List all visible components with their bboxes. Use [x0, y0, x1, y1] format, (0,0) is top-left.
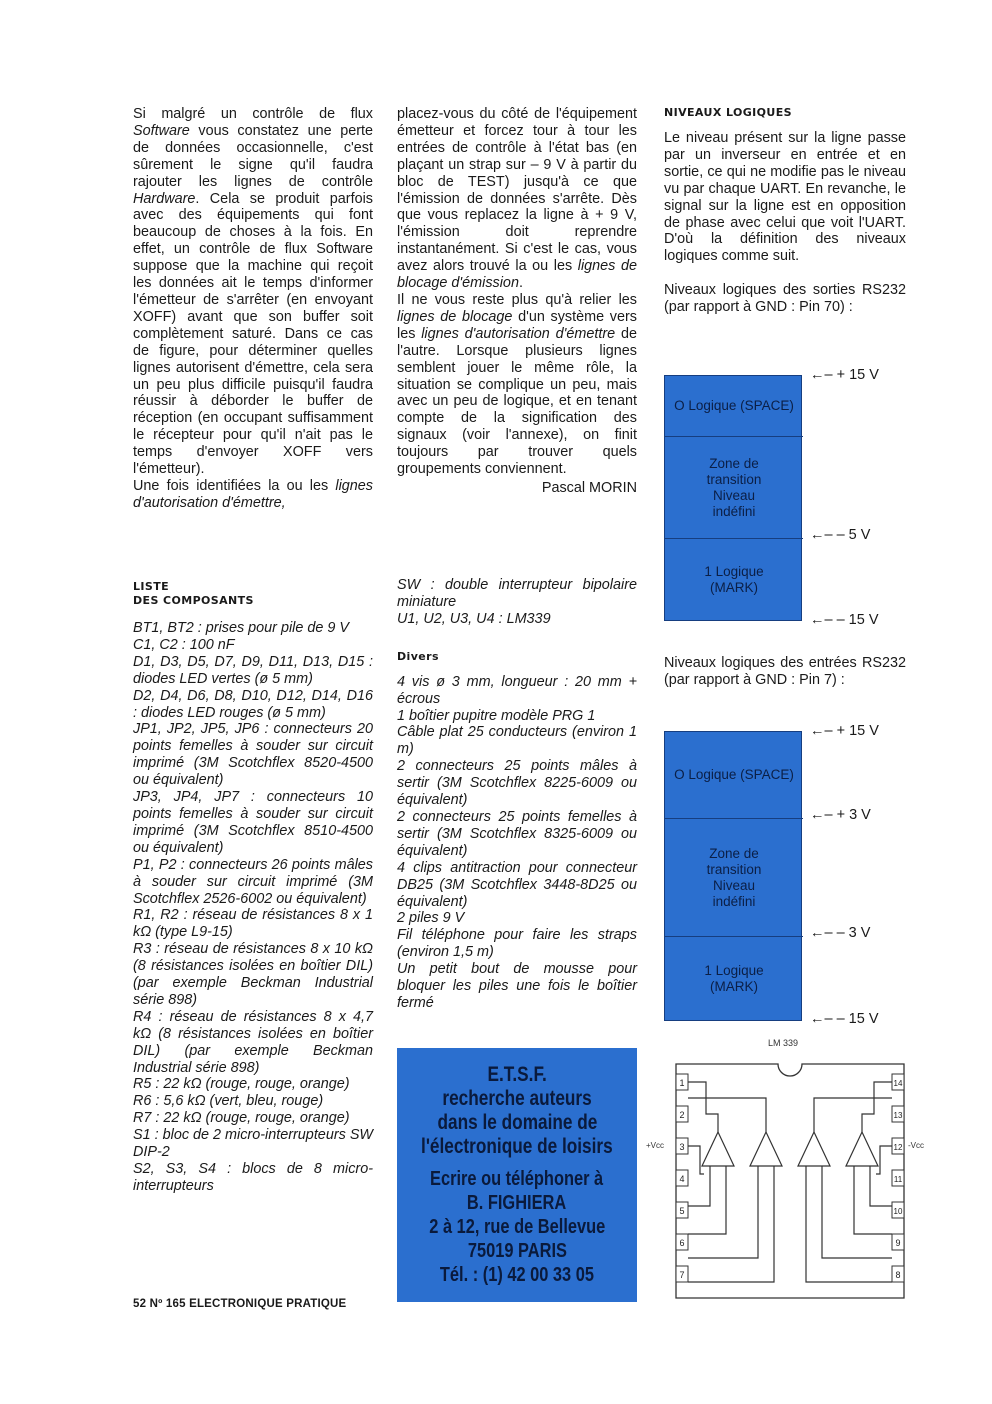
list-item: 4 clips antitraction pour connecteur DB25 (3M Scotchflex 3448-8D25 ou équivalent): [397, 859, 637, 910]
list-item: R3 : réseau de résistances 8 x 10 kΩ (8 résistances isolées en boîtier DIL) (par exemple Beckman Industrial série 898): [133, 941, 373, 1008]
text-run: vous constatez une perte de données occasionnelle, c'est sûrement le signe qu'il faudra rajouter les lignes de contrôle: [133, 122, 373, 190]
heading-line-1: LISTE: [133, 580, 170, 593]
list-item: BT1, BT2 : prises pour pile de 9 V: [133, 620, 349, 636]
pin-10-label: 10: [893, 1207, 903, 1216]
pin-5-label: 5: [679, 1206, 685, 1216]
level-label-minus3: ←– – 3 V: [810, 925, 871, 941]
list-item: R7 : 22 kΩ (rouge, rouge, orange): [133, 1110, 350, 1127]
text-run: de l'autre. Lorsque plusieurs lignes semblent jouer le même rôle, la situation se complique un peu, mais avec un peu de logique, et en tenant compte de la signification des signaux (voir l'annexe), on finit toujours par trouver quels groupements conviennent.: [397, 325, 637, 478]
component-items-2: [397, 577, 637, 628]
column-2-text: [397, 106, 637, 497]
text-run: Une fois identifiées la ou les: [133, 477, 336, 494]
list-item: JP1, JP2, JP5, JP6 : connecteurs 20 points femelles à souder sur circuit imprimé (3M Scotchflex 8520-4500 ou équivalent): [133, 721, 373, 789]
component-items: [133, 620, 373, 1195]
heading-components: [133, 580, 373, 608]
output-levels-bar: [664, 375, 802, 621]
list-item: 1 boîtier pupitre modèle PRG 1: [397, 707, 596, 724]
paragraph-placez-vous: [397, 106, 637, 292]
text-run: lignes d'autorisation d'émettre,: [133, 477, 373, 511]
ad-line: recherche auteurs: [442, 1087, 592, 1110]
ad-line: 75019 PARIS: [467, 1240, 567, 1262]
text-run: Hardware: [133, 190, 196, 207]
zone-logic-1: 1 Logique (MARK): [665, 538, 803, 620]
list-item: SW : double interrupteur bipolaire miniature: [397, 577, 637, 610]
paragraph-niveaux-intro: Le niveau présent sur la ligne passe par un inverseur en entrée et en sortie, ce qui ne modifie pas le niveau vu par chaque UART. En revanche, le signal sur la ligne est en opposition de phase avec celui que voit l'UART. D'où la définition des niveaux logiques comme suit.: [664, 130, 906, 265]
ad-line: 2 à 12, rue de Bellevue: [429, 1216, 605, 1238]
list-item: D2, D4, D6, D8, D10, D12, D14, D16 : diodes LED rouges (ø 5 mm): [133, 687, 373, 721]
pin-8-label: 8: [895, 1270, 901, 1280]
pin-7-label: 7: [679, 1270, 685, 1280]
zone-logic-0: O Logique (SPACE): [674, 767, 794, 782]
input-levels-diagram: [664, 723, 894, 1027]
text-run: . Cela se produit parfois avec des équipements qui font beaucoup de choses à la fois. En effet, un contrôle de flux Software suppose que la machine qui reçoit les données ait le temps d'informer l'émetteur de s'arrêter (en envoyant XOFF) avant que son buffer soit complètement saturé. Dans ce cas de figure, pour déterminer quelles lignes autorisent d'émettre, cela sera un peu plus difficile puisqu'il faudra réussir à déborder le buffer de réception (en occupant suffisamment le récepteur pour qu'il n'ait pas le temps d'envoyer XOFF vers l'émetteur).: [133, 190, 373, 478]
caption-inputs-wrap: [664, 655, 906, 689]
vcc-minus-label: -Vcc: [908, 1141, 924, 1150]
paragraph-flow-control: [133, 106, 373, 478]
paragraph-relier: [397, 292, 637, 478]
comparator-4: [846, 1132, 878, 1166]
list-item: 2 piles 9 V: [397, 910, 465, 927]
ad-line: E.T.S.F.: [487, 1063, 547, 1086]
caption-outputs: Niveaux logiques des sorties RS232 (par rapport à GND : Pin 70) :: [664, 282, 906, 316]
list-item: S1 : bloc de 2 micro-interrupteurs SW DIP-2: [133, 1127, 373, 1161]
caption-inputs: Niveaux logiques des entrées RS232 (par rapport à GND : Pin 7) :: [664, 655, 906, 688]
output-levels-diagram: [664, 367, 894, 628]
list-item: C1, C2 : 100 nF: [133, 636, 235, 653]
text-run: lignes d'autorisation d'émettre: [421, 325, 616, 342]
zone-transition: Zone de transition Niveau indéfini: [665, 436, 803, 538]
etsf-advertisement: [397, 1048, 637, 1302]
pin-2-label: 2: [679, 1110, 685, 1120]
level-label-plus15: ←– + 15 V: [810, 367, 879, 383]
ad-line: Tél. : (1) 42 00 33 05: [439, 1264, 595, 1286]
pin-12-label: 12: [893, 1143, 903, 1152]
paragraph-identified-lines: [133, 478, 373, 512]
list-item: S2, S3, S4 : blocs de 8 micro-interrupteurs: [133, 1161, 373, 1194]
vcc-plus-label: +Vcc: [646, 1141, 665, 1150]
components-list-continued: [397, 577, 637, 1012]
chip-title: LM 339: [768, 1038, 799, 1048]
list-item: R5 : 22 kΩ (rouge, rouge, orange): [133, 1076, 350, 1093]
comparator-3: [798, 1132, 830, 1166]
list-item: R4 : réseau de résistances 8 x 4,7 kΩ (8 résistances isolées en boîtier DIL) (par exemple Beckman Industrial série 898): [133, 1008, 373, 1076]
author-signature: Pascal MORIN: [541, 479, 637, 496]
pin-1-label: 1: [679, 1078, 685, 1088]
comparator-2: [750, 1132, 782, 1166]
zone-transition: Zone de transition Niveau indéfini: [665, 818, 803, 936]
pin-4-label: 4: [679, 1174, 685, 1184]
text-run: d'un système vers les: [397, 308, 637, 342]
column-3-text: [664, 106, 906, 316]
pin-6-label: 6: [679, 1238, 685, 1248]
ad-line: Ecrire ou téléphoner à: [430, 1168, 604, 1190]
level-label-minus5: ←– – 5 V: [810, 527, 871, 543]
list-item: 2 connecteurs 25 points mâles à sertir (3M Scotchflex 8225-6009 ou équivalent): [397, 758, 637, 809]
zone-logic-0: O Logique (SPACE): [674, 398, 794, 413]
ad-line: dans le domaine de: [437, 1111, 597, 1134]
comparator-1: [702, 1132, 734, 1166]
comparators: [688, 1082, 892, 1282]
list-item: Câble plat 25 conducteurs (environ 1 m): [397, 724, 637, 758]
lm339-schematic: [640, 1034, 940, 1302]
components-list: [133, 580, 373, 1195]
lm339-pinout-diagram: [640, 1034, 940, 1302]
list-item: 4 vis ø 3 mm, longueur : 20 mm + écrous: [397, 673, 637, 707]
level-label-minus15: ←– – 15 V: [810, 1011, 879, 1027]
pin-13-label: 13: [893, 1111, 903, 1120]
text-run: .: [518, 275, 523, 292]
pin-11-label: 11: [893, 1175, 903, 1184]
text-run: placez-vous du côté de l'équipement émetteur et forcez tour à tour les entrées de contrôle à l'état bas (en plaçant un strap sur – 9 V à partir du bloc de TEST) jusqu'à ce que l'émission de données s'arrête. Dès que vous replacez la ligne à + 9 V, l'émission doit reprendre instantanément. Si c'est le cas, vous avez alors trouvé la ou les: [397, 106, 637, 275]
pin-9-label: 9: [895, 1238, 901, 1248]
list-item: R1, R2 : réseau de résistances 8 x 1 kΩ (type L9-15): [133, 907, 373, 941]
list-item: 2 connecteurs 25 points femelles à sertir (3M Scotchflex 8325-6009 ou équivalent): [397, 808, 637, 859]
zone-logic-1: 1 Logique (MARK): [665, 936, 803, 1020]
text-run: Si malgré un contrôle de flux: [133, 106, 373, 122]
text-run: Software: [133, 122, 190, 139]
list-item: Un petit bout de mousse pour bloquer les piles une fois le boîtier fermé: [397, 961, 637, 1011]
list-item: D1, D3, D5, D7, D9, D11, D13, D15 : diodes LED vertes (ø 5 mm): [133, 653, 373, 687]
input-levels-bar: [664, 731, 802, 1021]
list-item: JP3, JP4, JP7 : connecteurs 10 points femelles à souder sur circuit imprimé (3M Scotchflex 8510-4500 ou équivalent): [133, 789, 373, 856]
list-item: R6 : 5,6 kΩ (vert, bleu, rouge): [133, 1093, 324, 1110]
pin-14-label: 14: [893, 1079, 903, 1088]
text-run: Il ne vous reste plus qu'à relier les: [397, 291, 637, 308]
level-label-plus3: ←– + 3 V: [810, 807, 871, 823]
list-item: Fil téléphone pour faire les straps (environ 1,5 m): [397, 927, 637, 961]
level-label-minus15: ←– – 15 V: [810, 612, 879, 628]
list-item: U1, U2, U3, U4 : LM339: [397, 610, 551, 627]
heading-line-2: DES COMPOSANTS: [133, 594, 254, 607]
divers-items: [397, 674, 637, 1012]
ad-line: l'électronique de loisirs: [421, 1135, 613, 1158]
text-run: lignes de blocage: [397, 308, 513, 325]
level-label-plus15: ←– + 15 V: [810, 723, 879, 739]
page-footer: 52 Nº 165 ELECTRONIQUE PRATIQUE: [133, 1298, 347, 1310]
ad-line: B. FIGHIERA: [467, 1192, 567, 1214]
column-1-text: [133, 106, 373, 512]
list-item: P1, P2 : connecteurs 26 points mâles à souder sur circuit imprimé (3M Scotchflex 2526-6002 ou équivalent): [133, 856, 373, 907]
pin-3-label: 3: [679, 1142, 685, 1152]
text-run: lignes de blocage d'émission: [397, 258, 637, 292]
heading-niveaux-logiques: NIVEAUX LOGIQUES: [664, 106, 792, 119]
heading-divers: Divers: [397, 649, 439, 663]
